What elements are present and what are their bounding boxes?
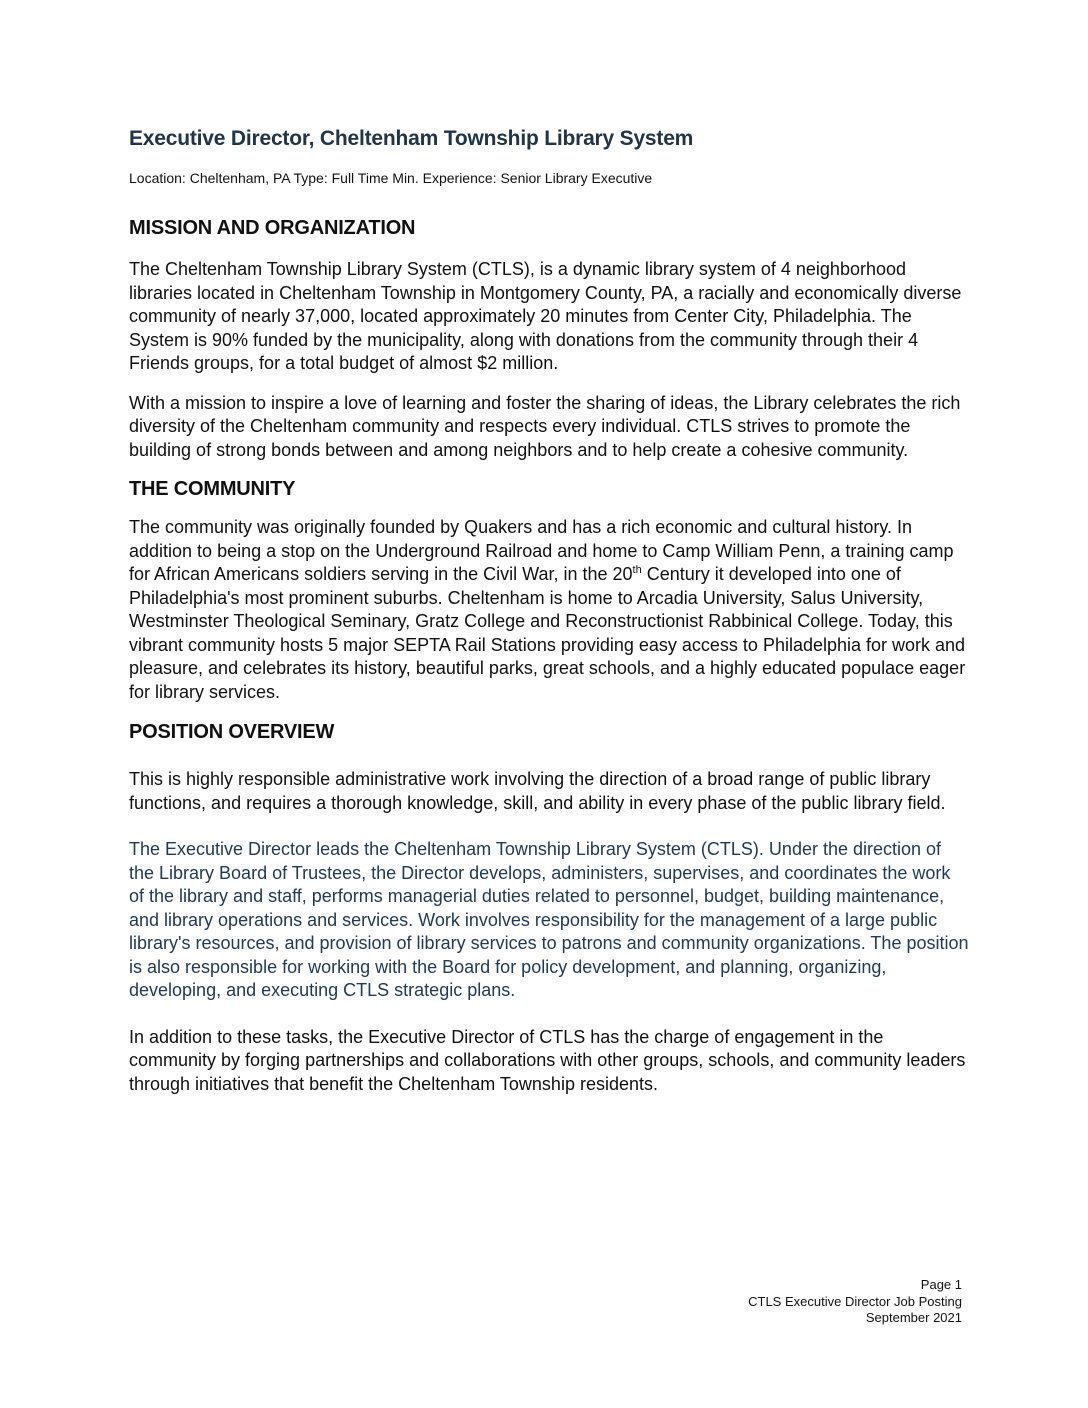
community-text-part-2: Century it developed into one of Philadelphia's most prominent suburbs. Cheltenham is home to Arcadia University, Salus University, Westminster Theological Seminary, Gratz College and Reconstructionist Rabbinical College. Today, this vibrant community hosts 5 major SEPTA Rail Stations providing easy access to Philadelphia for work and pleasure, and celebrates its history, beautiful parks, great schools, and a highly educated populace eager for library services. xyxy=(129,564,966,702)
job-meta: Location: Cheltenham, PA Type: Full Time Min. Experience: Senior Library Executive xyxy=(129,170,653,186)
community-text-part-1: The community was originally founded by Quakers and has a rich economic and cultural history. In addition to being a stop on the Underground Railroad and home to Camp William Penn, a training camp for African Americans soldiers serving in the Civil War, in the 20 xyxy=(129,517,954,584)
community-paragraph xyxy=(129,516,969,704)
heading-position: POSITION OVERVIEW xyxy=(129,721,335,743)
page-footer xyxy=(748,1277,962,1327)
footer-date: September 2021 xyxy=(865,1310,962,1325)
heading-community: THE COMMUNITY xyxy=(129,478,296,500)
position-paragraph-1: This is highly responsible administrative work involving the direction of a broad range of public library functions, and requires a thorough knowledge, skill, and ability in every phase of the public library field. xyxy=(129,769,946,813)
footer-page-number: Page 1 xyxy=(920,1277,962,1292)
mission-paragraph-2: With a mission to inspire a love of learning and foster the sharing of ideas, the Library celebrates the rich diversity of the Cheltenham community and respects every individual. CTLS strives to promote the building of strong bonds between and among neighbors and to help create a cohesive community. xyxy=(129,392,961,460)
superscript-th: th xyxy=(632,564,642,576)
heading-mission: MISSION AND ORGANIZATION xyxy=(129,217,416,239)
position-paragraph-3: In addition to these tasks, the Executive Director of CTLS has the charge of engagement in the community by forging partnerships and collaborations with other groups, schools, and community leaders through initiatives that benefit the Cheltenham Township residents. xyxy=(129,1026,966,1094)
footer-document-name: CTLS Executive Director Job Posting xyxy=(748,1293,962,1309)
position-paragraph-2: The Executive Director leads the Cheltenham Township Library System (CTLS). Under the direction of the Library Board of Trustees, the Director develops, administers, supervises, and coordinates the work of the library and staff, performs managerial duties related to personnel, budget, building maintenance, and library operations and services. Work involves responsibility for the management of a large public library's resources, and provision of library services to patrons and community organizations. The position is also responsible for working with the Board for policy development, and planning, organizing, developing, and executing CTLS strategic plans. xyxy=(129,839,969,1000)
job-title: Executive Director, Cheltenham Township Library System xyxy=(129,127,694,150)
mission-paragraph-1: The Cheltenham Township Library System (CTLS), is a dynamic library system of 4 neighborhood libraries located in Cheltenham Township in Montgomery County, PA, a racially and economically diverse community of nearly 37,000, located approximately 20 minutes from Center City, Philadelphia. The System is 90% funded by the municipality, along with donations from the community through their 4 Friends groups, for a total budget of almost $2 million. xyxy=(129,259,962,373)
document-body xyxy=(129,126,969,1096)
